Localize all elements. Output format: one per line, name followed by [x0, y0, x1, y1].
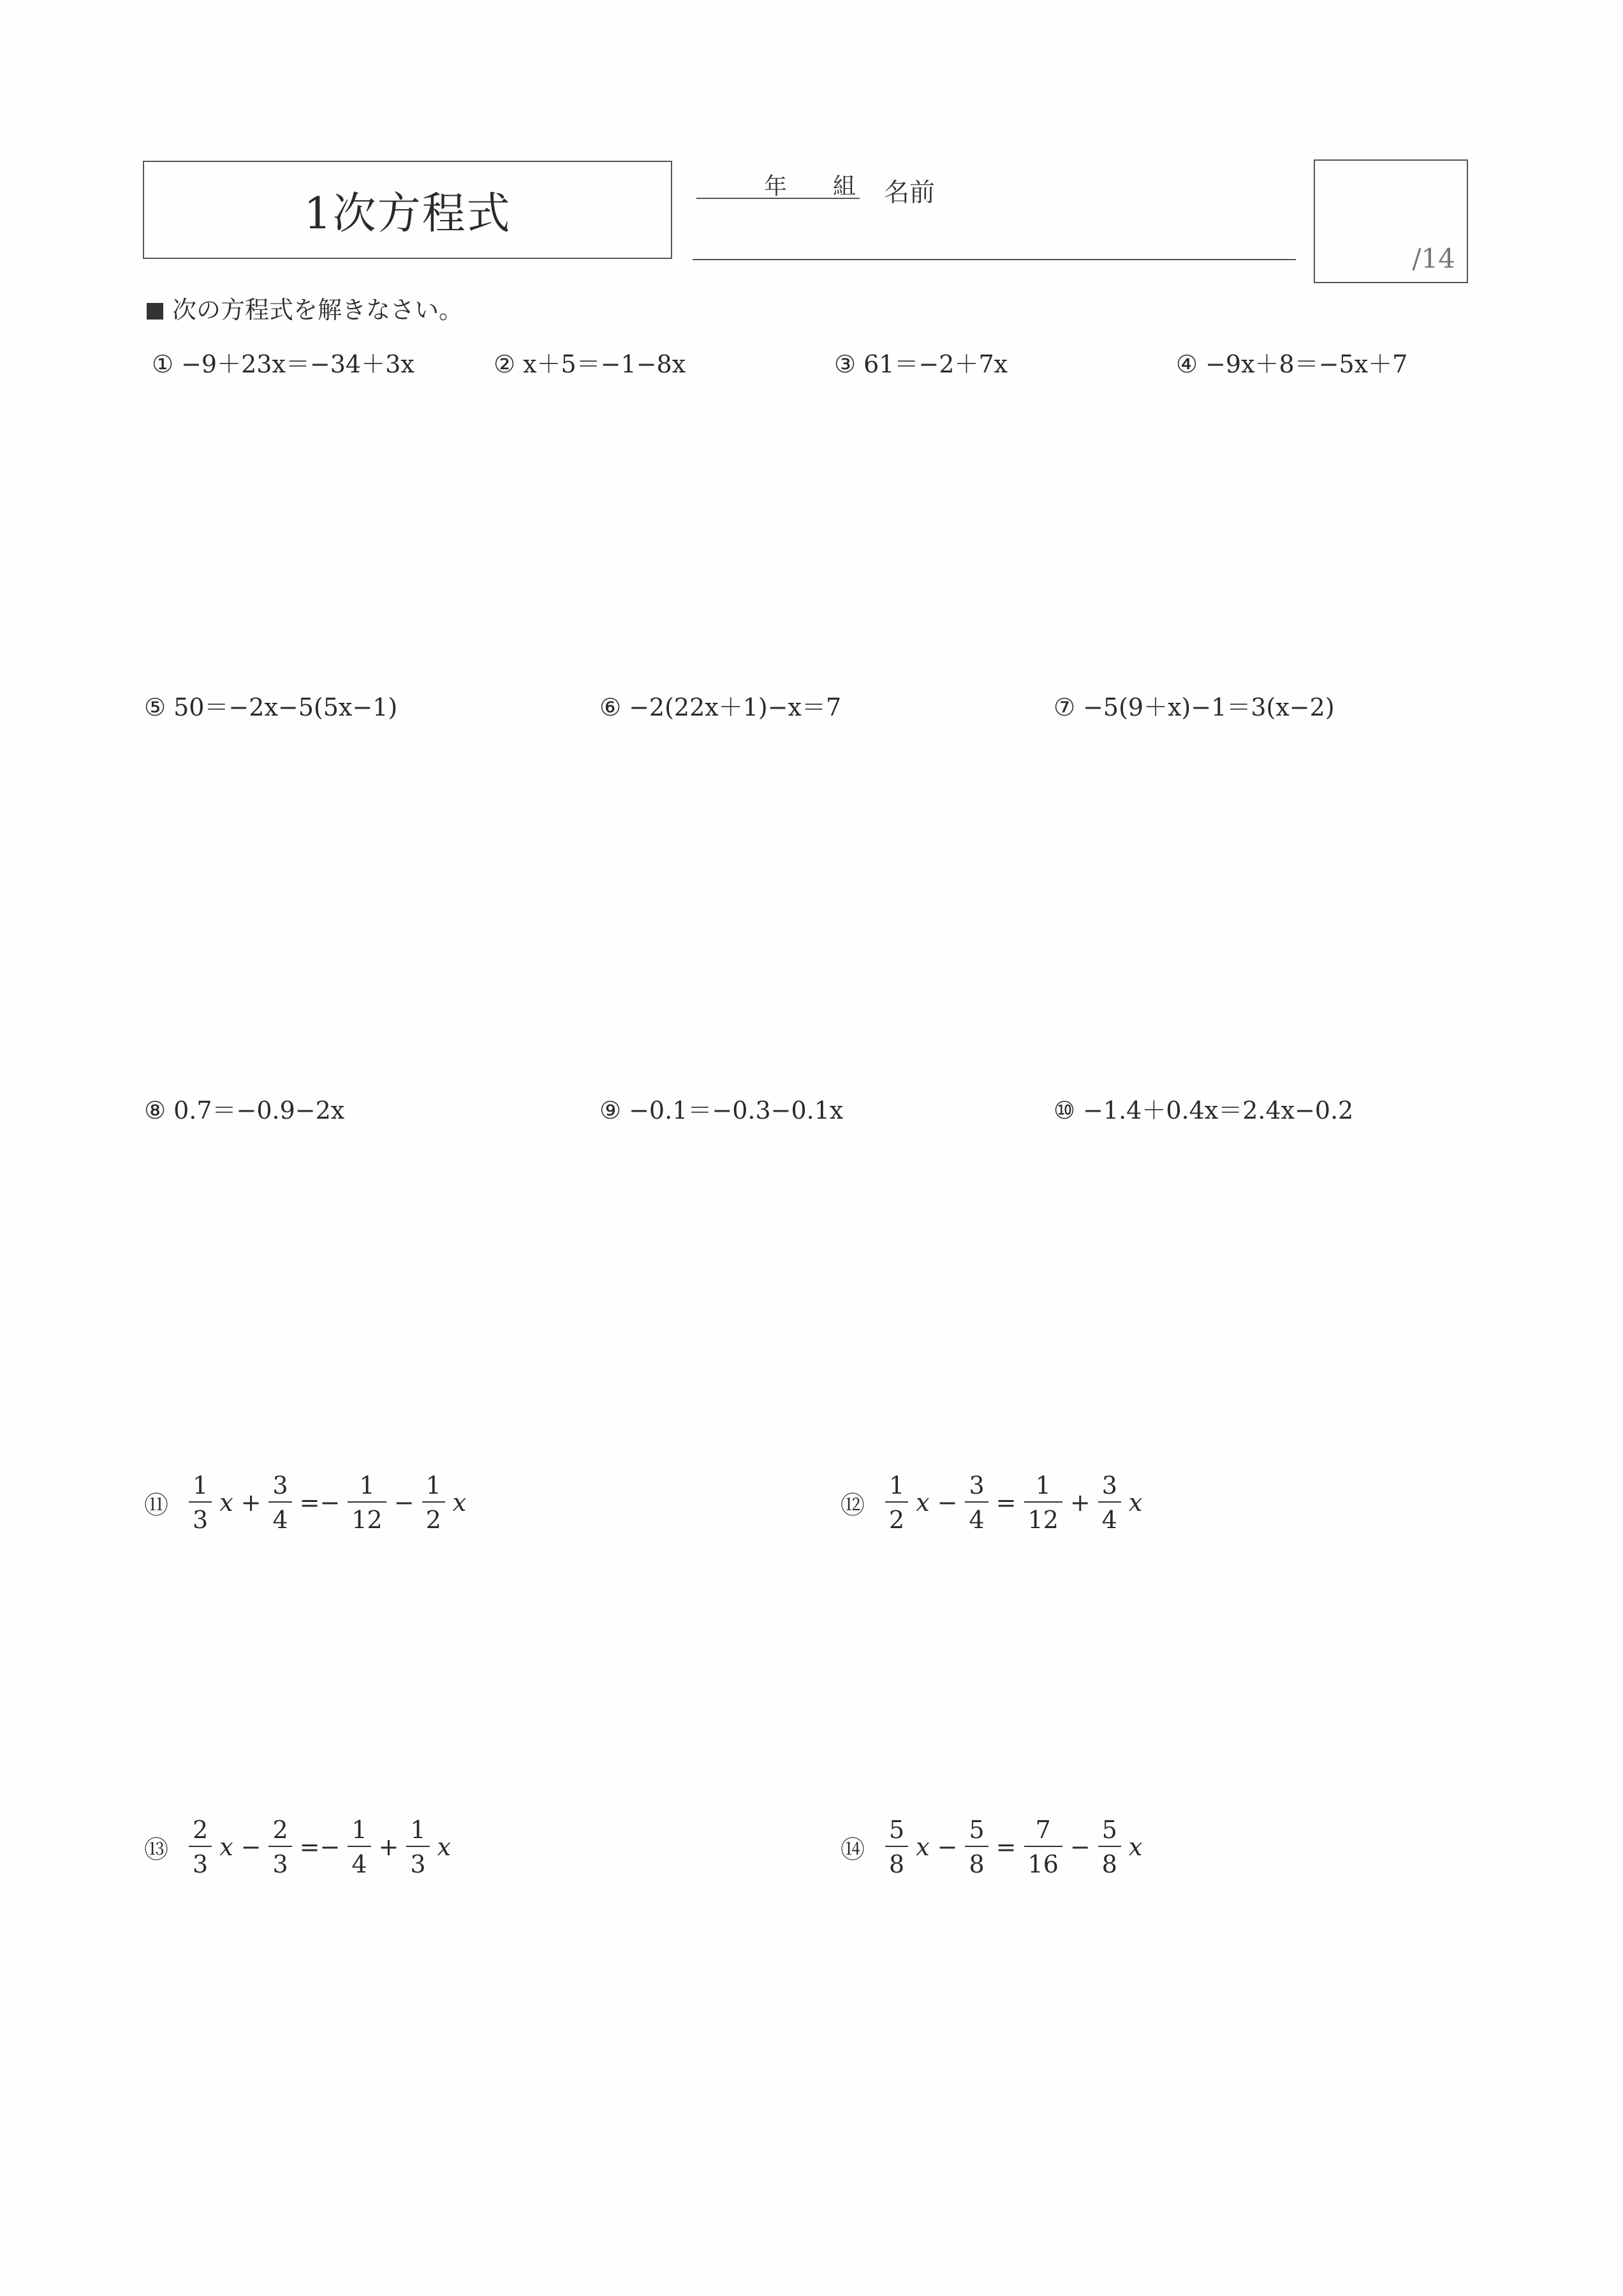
problem-number: ①	[152, 350, 174, 378]
problem-9	[599, 1091, 843, 1126]
fraction	[1024, 1473, 1062, 1532]
equation: −9x＋8＝−5x＋7	[1205, 350, 1408, 378]
problem-2	[494, 344, 686, 379]
denominator: 3	[406, 1846, 429, 1876]
variable: x	[1128, 1489, 1143, 1517]
year-label: 年	[764, 173, 788, 200]
equation: 61＝−2＋7x	[863, 350, 1008, 378]
fraction	[885, 1473, 908, 1532]
operator: −	[393, 1489, 415, 1517]
denominator: 8	[885, 1846, 908, 1876]
numerator: 2	[193, 1816, 209, 1844]
problem-number: ⑤	[144, 693, 166, 721]
numerator: 1	[425, 1471, 441, 1499]
problem-number: ⑪	[144, 1490, 169, 1519]
instruction	[147, 290, 463, 325]
denominator: 8	[965, 1846, 988, 1876]
problem-11	[144, 1473, 470, 1532]
problem-6	[599, 688, 841, 723]
class-label: 組	[833, 173, 856, 200]
denominator: 4	[268, 1501, 291, 1532]
operator: =	[995, 1833, 1017, 1861]
operator: =−	[299, 1833, 341, 1861]
variable: x	[1128, 1833, 1143, 1861]
denominator: 2	[885, 1501, 908, 1532]
fraction	[1024, 1818, 1062, 1876]
denominator: 3	[268, 1846, 291, 1876]
fraction	[406, 1818, 429, 1876]
year-class-line[interactable]	[696, 198, 860, 199]
fraction	[965, 1818, 988, 1876]
problem-12	[841, 1473, 1146, 1532]
numerator: 1	[410, 1816, 426, 1844]
numerator: 1	[889, 1471, 905, 1499]
problem-number: ⑧	[144, 1096, 166, 1124]
denominator: 4	[965, 1501, 988, 1532]
numerator: 1	[351, 1816, 367, 1844]
operator: +	[1069, 1489, 1091, 1517]
problem-4	[1176, 344, 1407, 379]
problem-13	[144, 1818, 455, 1876]
numerator: 5	[889, 1816, 905, 1844]
equation: −9＋23x＝−34＋3x	[181, 350, 415, 378]
numerator: 3	[969, 1471, 985, 1499]
problem-number: ②	[494, 350, 516, 378]
fraction	[422, 1473, 445, 1532]
operator: +	[240, 1489, 261, 1517]
variable: x	[219, 1489, 233, 1517]
numerator: 2	[272, 1816, 288, 1844]
equation: x＋5＝−1−8x	[523, 350, 686, 378]
denominator: 3	[189, 1846, 212, 1876]
bullet-square-icon	[147, 303, 163, 320]
equation: −2(22x＋1)−x＝7	[629, 693, 842, 721]
fraction	[1098, 1473, 1121, 1532]
fraction	[348, 1473, 386, 1532]
name-line[interactable]	[693, 259, 1296, 260]
operator: =−	[299, 1489, 341, 1517]
numerator: 5	[969, 1816, 985, 1844]
problem-number: ⑥	[599, 693, 622, 721]
problem-number: ⑫	[841, 1490, 865, 1519]
fraction	[268, 1818, 291, 1876]
operator: −	[1069, 1833, 1091, 1861]
problem-number: ⑩	[1054, 1096, 1076, 1124]
denominator: 4	[1098, 1501, 1121, 1532]
equation: −0.1＝−0.3−0.1x	[629, 1096, 844, 1124]
operator: −	[937, 1833, 958, 1861]
denominator: 3	[189, 1501, 212, 1532]
denominator: 16	[1024, 1846, 1062, 1876]
variable: x	[916, 1833, 930, 1861]
denominator: 12	[348, 1501, 386, 1532]
fraction	[268, 1473, 291, 1532]
problem-10	[1054, 1091, 1353, 1126]
numerator: 3	[1101, 1471, 1117, 1499]
operator: −	[937, 1489, 958, 1517]
numerator: 1	[193, 1471, 209, 1499]
numerator: 7	[1035, 1816, 1051, 1844]
problem-1	[152, 344, 415, 379]
problem-8	[144, 1091, 344, 1126]
problem-14	[841, 1818, 1146, 1876]
denominator: 2	[422, 1501, 445, 1532]
problem-7	[1054, 688, 1335, 723]
fraction	[965, 1473, 988, 1532]
problem-number: ⑨	[599, 1096, 622, 1124]
equation: −5(9＋x)−1＝3(x−2)	[1083, 693, 1335, 721]
denominator: 4	[348, 1846, 371, 1876]
numerator: 3	[272, 1471, 288, 1499]
problem-number: ③	[834, 350, 856, 378]
score-box[interactable]	[1314, 159, 1468, 283]
problem-number: ⑦	[1054, 693, 1076, 721]
fraction	[885, 1818, 908, 1876]
equation: 50＝−2x−5(5x−1)	[173, 693, 398, 721]
equation: 0.7＝−0.9−2x	[173, 1096, 345, 1124]
problem-number: ⑭	[841, 1835, 865, 1864]
operator: +	[378, 1833, 399, 1861]
problem-number: ⑬	[144, 1835, 169, 1864]
fraction	[348, 1818, 371, 1876]
score-total: /14	[1412, 243, 1455, 274]
variable: x	[219, 1833, 233, 1861]
problem-3	[834, 344, 1008, 379]
problem-number: ④	[1176, 350, 1198, 378]
name-label: 名前	[884, 178, 935, 207]
numerator: 1	[1035, 1471, 1051, 1499]
problem-5	[144, 688, 397, 723]
fraction	[1098, 1818, 1121, 1876]
denominator: 8	[1098, 1846, 1121, 1876]
fraction	[189, 1818, 212, 1876]
numerator: 1	[359, 1471, 375, 1499]
worksheet-title: 1次方程式	[143, 161, 672, 259]
equation: −1.4＋0.4x＝2.4x−0.2	[1083, 1096, 1354, 1124]
fraction	[189, 1473, 212, 1532]
operator: −	[240, 1833, 261, 1861]
operator: =	[995, 1489, 1017, 1517]
numerator: 5	[1101, 1816, 1117, 1844]
denominator: 12	[1024, 1501, 1062, 1532]
variable: x	[916, 1489, 930, 1517]
instruction-text: 次の方程式を解きなさい。	[172, 296, 464, 324]
variable: x	[452, 1489, 467, 1517]
variable: x	[437, 1833, 452, 1861]
